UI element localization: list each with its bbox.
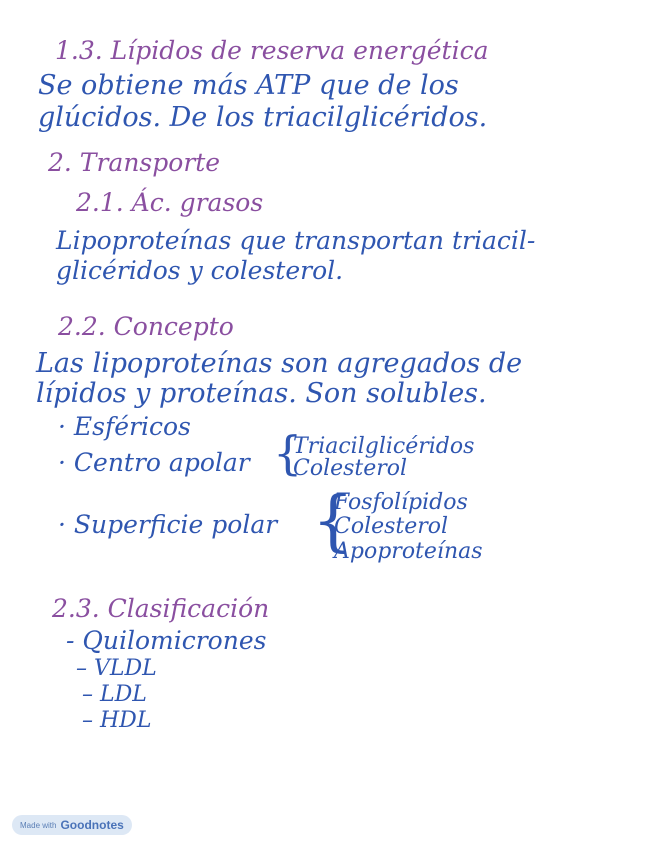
classification-item-3: – LDL — [82, 682, 147, 707]
classification-item-2: – VLDL — [76, 656, 157, 681]
bullet-centro-apolar: · Centro apolar — [58, 448, 250, 477]
section-2-1-line-2: glicéridos y colesterol. — [56, 256, 344, 285]
section-2-1-line-1: Lipoproteínas que transportan triacil- — [56, 226, 536, 255]
section-1-3-heading: 1.3. Lípidos de reserva energética — [55, 36, 489, 65]
section-2-heading: 2. Transporte — [48, 148, 221, 177]
superficie-polar-item-1: Fosfolípidos — [334, 490, 468, 515]
section-2-2-line-2: lípidos y proteínas. Son solubles. — [36, 378, 487, 409]
goodnotes-badge[interactable] — [12, 815, 132, 835]
section-1-3-line-1: Se obtiene más ATP que de los — [38, 70, 459, 101]
section-2-2-heading: 2.2. Concepto — [58, 312, 234, 341]
centro-apolar-item-1: Triacilglicéridos — [293, 434, 475, 459]
centro-apolar-item-2: Colesterol — [293, 456, 408, 481]
section-1-3-line-2: glúcidos. De los triacilglicéridos. — [38, 102, 488, 133]
classification-item-4: – HDL — [82, 708, 152, 733]
section-2-3-heading: 2.3. Clasificación — [52, 594, 270, 623]
brace-superficie-polar: { — [312, 482, 354, 559]
badge-made-with: Made with — [20, 820, 57, 830]
bullet-superficie-polar: · Superficie polar — [58, 510, 278, 539]
bullet-esfericos: · Esféricos — [58, 412, 191, 441]
brace-centro-apolar: { — [273, 426, 303, 480]
superficie-polar-item-3: Apoproteínas — [334, 539, 483, 564]
section-2-1-heading: 2.1. Ác. grasos — [76, 188, 264, 217]
badge-brand: Goodnotes — [60, 818, 124, 832]
section-2-2-line-1: Las lipoproteínas son agregados de — [36, 348, 523, 379]
superficie-polar-item-2: Colesterol — [334, 514, 449, 539]
classification-item-1: - Quilomicrones — [66, 626, 267, 655]
